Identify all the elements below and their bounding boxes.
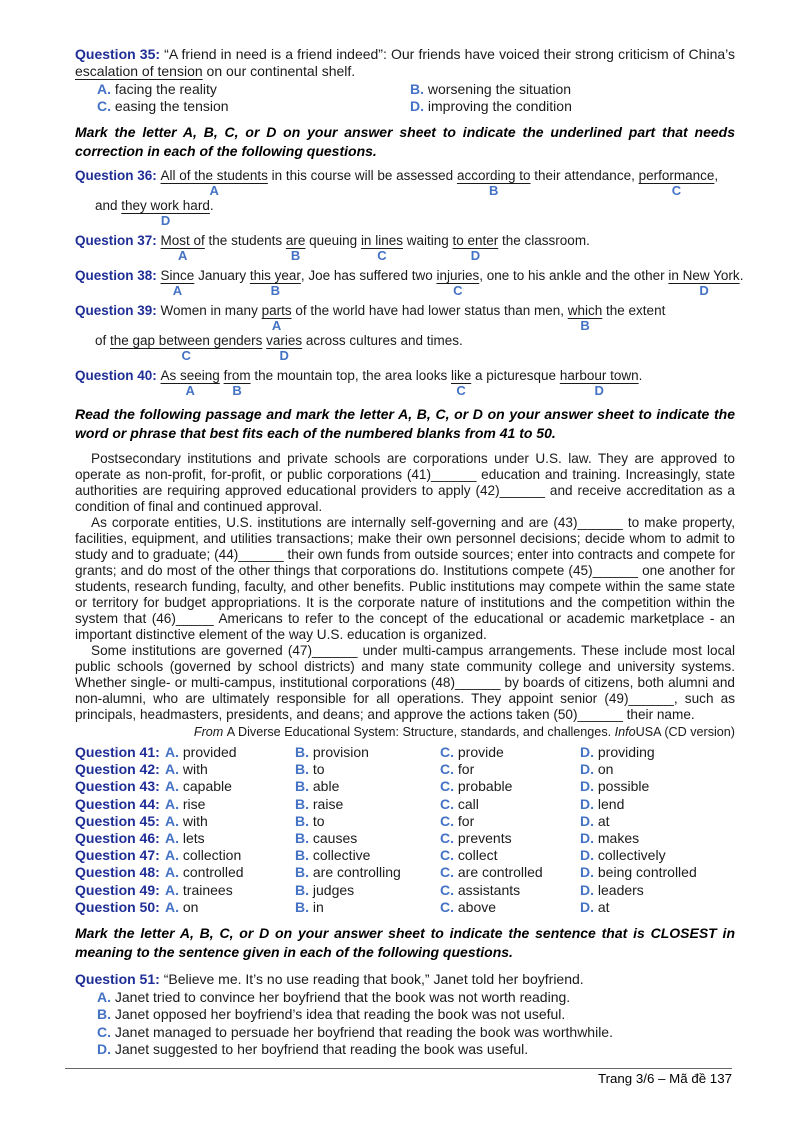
option-letter: C. bbox=[440, 847, 454, 864]
option bbox=[580, 813, 735, 830]
option bbox=[295, 882, 440, 899]
option-text: call bbox=[457, 795, 479, 812]
question-text: , Joe has suffered two bbox=[300, 268, 437, 283]
question-text: . bbox=[739, 268, 744, 283]
question-label: Question 51: bbox=[75, 971, 160, 988]
question-text: . bbox=[209, 198, 214, 213]
underlined-part bbox=[224, 367, 251, 397]
underlined-part bbox=[161, 367, 220, 397]
option bbox=[97, 1006, 565, 1022]
marker-letter: D bbox=[699, 283, 709, 298]
option-letter: B. bbox=[295, 761, 309, 778]
option-text: collect bbox=[457, 847, 498, 864]
marker-letter: B bbox=[290, 248, 301, 263]
option-letter: B. bbox=[295, 881, 309, 898]
underlined-phrase: performance bbox=[638, 168, 715, 183]
question-text: “Believe me. It’s no use reading that book,” Janet told her boyfriend. bbox=[163, 971, 584, 988]
option-letter: B. bbox=[295, 744, 309, 760]
marker-letter: A bbox=[209, 183, 219, 198]
option-letter: C. bbox=[440, 830, 454, 847]
option-row bbox=[97, 1041, 735, 1059]
question-35 bbox=[75, 46, 735, 80]
option bbox=[97, 1024, 613, 1040]
question-label: Question 50: bbox=[75, 898, 160, 915]
option-letter: D. bbox=[580, 864, 594, 881]
option-text: providing bbox=[597, 744, 655, 760]
option-text: collection bbox=[182, 847, 242, 864]
passage-paragraph: Some institutions are governed (47)______ under multi-campus arrangements. These include most local public schools (governed by school districts) and many state community college and university systems. Whether single- or multi-campus, institutional corporations (48)______ by boards of citizens, both alumni and non-alumni, who are ultimately responsible for all operations. They appoint senior (49)______, such as principals, headmasters, presidents, and deans; and approve the actions taken (50)______ their name. bbox=[75, 643, 735, 722]
question-35-options bbox=[75, 81, 735, 115]
question-35-block bbox=[75, 46, 735, 115]
option-text: trainees bbox=[182, 881, 233, 898]
option-text: to bbox=[312, 761, 325, 778]
option-letter: D. bbox=[580, 881, 594, 898]
option bbox=[97, 98, 410, 115]
marker-letter: A bbox=[172, 283, 183, 298]
option-letter: A. bbox=[97, 81, 111, 97]
underlined-part bbox=[457, 167, 531, 197]
option bbox=[165, 796, 295, 813]
option bbox=[580, 882, 735, 899]
option-letter: B. bbox=[295, 847, 309, 864]
question-35-sentence bbox=[75, 46, 735, 80]
underlined-part bbox=[361, 232, 403, 262]
option bbox=[97, 989, 570, 1005]
option-text: controlled bbox=[182, 864, 244, 881]
question-text: across cultures and times. bbox=[302, 333, 463, 348]
question-text: Women in many bbox=[160, 303, 262, 318]
option-text: facing the reality bbox=[114, 81, 217, 97]
cloze-question-row bbox=[75, 899, 735, 916]
option-letter: D. bbox=[410, 98, 424, 114]
question-label: Question 47: bbox=[75, 847, 160, 864]
option-text: Janet opposed her boyfriend’s idea that reading the book was not useful. bbox=[114, 1006, 566, 1023]
option-letter: A. bbox=[165, 881, 179, 898]
marker-letter: B bbox=[489, 183, 499, 198]
question-text: the students bbox=[204, 233, 286, 248]
option bbox=[580, 830, 735, 847]
option bbox=[580, 761, 735, 778]
option-letter: D. bbox=[97, 1041, 111, 1058]
option bbox=[295, 796, 440, 813]
underlined-phrase: from bbox=[223, 368, 251, 383]
marker-letter: A bbox=[271, 318, 282, 333]
option-text: Janet suggested to her boyfriend that reading the book was useful. bbox=[114, 1041, 529, 1058]
underlined-part bbox=[436, 267, 479, 297]
option-text: with bbox=[182, 761, 208, 778]
option-text: Janet tried to convince her boyfriend that the book was not worth reading. bbox=[114, 988, 571, 1005]
underlined-part bbox=[668, 267, 739, 297]
question-text: and bbox=[95, 198, 122, 213]
source-text: From bbox=[193, 725, 227, 739]
option bbox=[165, 864, 295, 881]
question-text: of the world have had lower status than men, bbox=[291, 303, 568, 318]
cloze-question-row bbox=[75, 864, 735, 881]
option-text: probable bbox=[457, 778, 513, 795]
question-label: Question 39: bbox=[75, 303, 157, 318]
question-text: “A friend in need is a friend indeed”: Our friends have voiced their strong criticism of China’s bbox=[164, 46, 735, 62]
marker-letter: B bbox=[270, 283, 281, 298]
option-text: at bbox=[597, 898, 610, 915]
cloze-question-row bbox=[75, 813, 735, 830]
underlined-phrase: parts bbox=[261, 303, 292, 318]
option bbox=[440, 813, 580, 830]
marker-letter: A bbox=[185, 383, 195, 398]
marker-letter: A bbox=[177, 248, 188, 263]
question-label: Question 38: bbox=[75, 268, 157, 283]
marker-letter: D bbox=[279, 348, 289, 363]
option bbox=[440, 830, 580, 847]
option-letter: B. bbox=[295, 795, 309, 812]
option-text: above bbox=[457, 898, 497, 915]
option-text: provision bbox=[312, 744, 369, 760]
cloze-question-row bbox=[75, 882, 735, 899]
underlined-part bbox=[161, 167, 268, 197]
option bbox=[165, 830, 295, 847]
question-36 bbox=[75, 167, 735, 227]
marker-letter: C bbox=[456, 383, 466, 398]
option-text: on bbox=[182, 898, 199, 915]
option bbox=[580, 899, 735, 916]
underlined-part bbox=[110, 332, 262, 362]
underlined-phrase: in New York bbox=[668, 268, 740, 283]
option-letter: D. bbox=[580, 847, 594, 864]
option-text: capable bbox=[182, 778, 232, 795]
option-text: collectively bbox=[597, 847, 666, 864]
option-letter: C. bbox=[440, 744, 454, 760]
source-text: A Diverse Educational System: Structure, standards, and challenges. bbox=[226, 725, 615, 739]
option bbox=[97, 1041, 528, 1057]
question-51-block bbox=[75, 971, 735, 1059]
option-letter: B. bbox=[295, 864, 309, 881]
option bbox=[440, 778, 580, 795]
cloze-options-grid bbox=[75, 744, 735, 916]
option-text: judges bbox=[312, 881, 355, 898]
question-label: Question 48: bbox=[75, 864, 160, 881]
underlined-phrase: to enter bbox=[452, 233, 499, 248]
option-letter: C. bbox=[440, 898, 454, 915]
question-51-options bbox=[75, 989, 735, 1059]
option-letter: C. bbox=[440, 881, 454, 898]
option bbox=[295, 744, 440, 761]
passage-source bbox=[75, 725, 735, 740]
source-text: Info bbox=[614, 725, 636, 739]
option bbox=[295, 830, 440, 847]
option bbox=[165, 899, 295, 916]
option-text: prevents bbox=[457, 830, 512, 847]
option-text: lets bbox=[182, 830, 205, 847]
question-text: on our continental shelf. bbox=[202, 63, 356, 79]
option bbox=[440, 882, 580, 899]
underlined-phrase: All of the students bbox=[160, 168, 268, 183]
option bbox=[295, 899, 440, 916]
option-text: leaders bbox=[597, 881, 644, 898]
underlined-part bbox=[121, 197, 210, 227]
marker-letter: C bbox=[181, 348, 191, 363]
question-label: Question 35: bbox=[75, 46, 161, 62]
cloze-passage bbox=[75, 451, 735, 723]
option bbox=[295, 761, 440, 778]
question-text: the mountain top, the area looks bbox=[250, 368, 451, 383]
option bbox=[295, 864, 440, 881]
option bbox=[580, 864, 735, 881]
option-letter: B. bbox=[295, 778, 309, 795]
underlined-phrase: the gap between genders bbox=[110, 333, 263, 348]
question-text: , one to his ankle and the other bbox=[479, 268, 669, 283]
option-row bbox=[97, 989, 735, 1007]
underlined-part bbox=[286, 232, 306, 262]
option bbox=[410, 98, 735, 115]
question-label: Question 41: bbox=[75, 744, 160, 760]
question-label: Question 43: bbox=[75, 778, 160, 795]
option bbox=[165, 882, 295, 899]
option bbox=[580, 778, 735, 795]
option-text: for bbox=[457, 812, 475, 829]
option-text: possible bbox=[597, 778, 650, 795]
marker-letter: C bbox=[377, 248, 387, 263]
underlined-phrase: Since bbox=[160, 268, 195, 283]
question-label: Question 44: bbox=[75, 795, 160, 812]
footer-text: Trang 3/6 – Mã đề 137 bbox=[597, 1071, 732, 1086]
option-letter: B. bbox=[295, 830, 309, 847]
question-label: Question 40: bbox=[75, 368, 157, 383]
underlined-part bbox=[639, 167, 715, 197]
option-letter: D. bbox=[580, 761, 594, 778]
question-label: Question 36: bbox=[75, 168, 157, 183]
question-label: Question 37: bbox=[75, 233, 157, 248]
option-letter: A. bbox=[165, 847, 179, 864]
underlined-phrase: like bbox=[450, 368, 472, 383]
cloze-question-row bbox=[75, 796, 735, 813]
option-letter: C. bbox=[440, 864, 454, 881]
marker-letter: D bbox=[160, 213, 171, 228]
question-text: a picturesque bbox=[471, 368, 560, 383]
marker-letter: C bbox=[453, 283, 463, 298]
option-text: easing the tension bbox=[114, 98, 229, 114]
option-letter: A. bbox=[165, 864, 179, 881]
option-text: raise bbox=[312, 795, 344, 812]
option bbox=[295, 847, 440, 864]
cloze-question-row bbox=[75, 830, 735, 847]
underlined-phrase: escalation of tension bbox=[75, 63, 203, 79]
underlined-phrase: varies bbox=[266, 333, 303, 348]
option-text: are controlled bbox=[457, 864, 543, 881]
underlined-phrase: harbour town bbox=[559, 368, 639, 383]
option-text: causes bbox=[312, 830, 358, 847]
question-51-sentence bbox=[75, 971, 735, 989]
option bbox=[440, 761, 580, 778]
option bbox=[295, 813, 440, 830]
option-text: are controlling bbox=[312, 864, 401, 881]
question-text: the classroom. bbox=[498, 233, 590, 248]
option-text: being controlled bbox=[597, 864, 697, 881]
option bbox=[440, 796, 580, 813]
marker-letter: D bbox=[594, 383, 604, 398]
option bbox=[580, 847, 735, 864]
question-38 bbox=[75, 267, 744, 298]
option-letter: C. bbox=[440, 812, 454, 829]
option-letter: A. bbox=[165, 744, 179, 760]
option-letter: B. bbox=[295, 898, 309, 915]
option bbox=[165, 847, 295, 864]
option-letter: D. bbox=[580, 830, 594, 847]
underlined-phrase: according to bbox=[456, 168, 531, 183]
underlined-phrase: As seeing bbox=[160, 368, 220, 383]
underlined-phrase: are bbox=[285, 233, 306, 248]
question-text: , bbox=[714, 168, 719, 183]
page-footer bbox=[65, 1068, 732, 1086]
option-row bbox=[97, 1006, 735, 1024]
underlined-part bbox=[250, 267, 301, 297]
option bbox=[440, 744, 580, 761]
option-letter: D. bbox=[580, 812, 594, 829]
option bbox=[410, 81, 735, 98]
option-text: Janet managed to persuade her boyfriend that reading the book was worthwhile. bbox=[114, 1023, 613, 1040]
question-text: . bbox=[638, 368, 643, 383]
option-text: provide bbox=[457, 744, 504, 760]
cloze-question-row bbox=[75, 744, 735, 761]
underlined-part bbox=[266, 332, 302, 362]
question-text: their attendance, bbox=[530, 168, 639, 183]
question-label: Question 49: bbox=[75, 881, 160, 898]
question-text: in this course will be assessed bbox=[267, 168, 457, 183]
question-text: waiting bbox=[402, 233, 453, 248]
option-text: assistants bbox=[457, 881, 521, 898]
underlined-phrase: they work hard bbox=[121, 198, 210, 213]
option-text: collective bbox=[312, 847, 371, 864]
option-text: makes bbox=[597, 830, 640, 847]
option-text: lend bbox=[597, 795, 625, 812]
marker-letter: C bbox=[671, 183, 682, 198]
option-text: on bbox=[597, 761, 614, 778]
option-letter: D. bbox=[580, 898, 594, 915]
underlined-part bbox=[560, 367, 639, 397]
option-letter: A. bbox=[165, 778, 179, 795]
question-text: of bbox=[95, 333, 111, 348]
option-letter: A. bbox=[165, 761, 179, 778]
question-39 bbox=[75, 302, 735, 362]
underline-questions bbox=[75, 167, 744, 398]
cloze-question-row bbox=[75, 778, 735, 795]
underlined-phrase: Most of bbox=[160, 233, 205, 248]
option-text: improving the condition bbox=[427, 98, 572, 114]
option-letter: C. bbox=[97, 1023, 111, 1040]
underlined-part bbox=[161, 232, 205, 262]
question-37 bbox=[75, 232, 735, 262]
underlined-part bbox=[161, 267, 195, 297]
option-text: rise bbox=[182, 795, 206, 812]
option bbox=[165, 744, 295, 761]
question-text: queuing bbox=[305, 233, 361, 248]
option bbox=[165, 778, 295, 795]
passage-paragraph: Postsecondary institutions and private schools are corporations under U.S. law. They are approved to operate as non-profit, for-profit, or public corporations (41)______ education and training. Increasingly, state authorities are requiring approved educational providers to apply (42)______ and receive accreditation as a condition of final and continued approval. bbox=[75, 451, 735, 514]
option bbox=[580, 796, 735, 813]
question-label: Question 45: bbox=[75, 812, 160, 829]
option bbox=[97, 81, 410, 98]
option-text: provided bbox=[182, 744, 237, 760]
option-text: with bbox=[182, 812, 208, 829]
option-letter: B. bbox=[410, 81, 424, 97]
option-letter: D. bbox=[580, 778, 594, 795]
question-40 bbox=[75, 367, 735, 397]
option-letter: A. bbox=[97, 988, 111, 1005]
option-letter: C. bbox=[440, 761, 454, 778]
marker-letter: B bbox=[580, 318, 590, 333]
passage-paragraph: As corporate entities, U.S. institutions are internally self-governing and are (43)______ to make property, facilities, equipment, and utilities transactions; make their own personnel decisions; decide whom to admit to study and to graduate; (44)______ their own funds from outside sources; enter into contracts and compete for grants; and do most of the other things that corporations do. Institutions compete (45)______ one another for students, research funding, faculty, and other benefits. Public institutions may compete within the same state or territory for budget appropriations. It is the corporate nature of institutions and the competition within the system that (46)_____ Americans to refer to the concept of the educational or academic marketplace - an important distinctive element of the way U.S. education is organized. bbox=[75, 515, 735, 642]
instruction-closest-meaning: Mark the letter A, B, C, or D on your answer sheet to indicate the sentence that is CLOSEST in meaning to the sentence given in each of the following questions. bbox=[75, 925, 735, 961]
underlined-phrase: in lines bbox=[360, 233, 403, 248]
option-letter: A. bbox=[165, 898, 179, 915]
option bbox=[440, 899, 580, 916]
option-row bbox=[97, 1024, 735, 1042]
option-text: able bbox=[312, 778, 340, 795]
underlined-part bbox=[262, 302, 292, 332]
option bbox=[440, 864, 580, 881]
question-text: the extent bbox=[602, 303, 666, 318]
option bbox=[295, 778, 440, 795]
underlined-phrase: which bbox=[567, 303, 603, 318]
option-letter: A. bbox=[165, 812, 179, 829]
option-text: to bbox=[312, 812, 325, 829]
option-text: at bbox=[597, 812, 610, 829]
option-letter: D. bbox=[580, 744, 594, 760]
cloze-question-row bbox=[75, 761, 735, 778]
option bbox=[440, 847, 580, 864]
underlined-part bbox=[453, 232, 499, 262]
marker-letter: B bbox=[232, 383, 242, 398]
underlined-part bbox=[451, 367, 471, 397]
source-text: USA (CD version) bbox=[635, 725, 735, 739]
option bbox=[165, 813, 295, 830]
instruction-cloze: Read the following passage and mark the letter A, B, C, or D on your answer sheet to indicate the word or phrase that best fits each of the numbered blanks from 41 to 50. bbox=[75, 406, 735, 441]
question-label: Question 46: bbox=[75, 830, 160, 847]
option-text: for bbox=[457, 761, 475, 778]
option-letter: B. bbox=[295, 812, 309, 829]
option-text: in bbox=[312, 898, 324, 915]
cloze-question-row bbox=[75, 847, 735, 864]
option-text: worsening the situation bbox=[427, 81, 572, 97]
option-letter: A. bbox=[165, 830, 179, 847]
option-letter: B. bbox=[97, 1006, 111, 1023]
option-letter: C. bbox=[440, 795, 454, 812]
underlined-part bbox=[568, 302, 603, 332]
question-text: January bbox=[194, 268, 250, 283]
underlined-phrase: injuries bbox=[436, 268, 480, 283]
marker-letter: D bbox=[470, 248, 481, 263]
question-label: Question 42: bbox=[75, 761, 160, 778]
option bbox=[580, 744, 735, 761]
instruction-error-correction: Mark the letter A, B, C, or D on your answer sheet to indicate the underlined part that needs correction in each of the following questions. bbox=[75, 124, 735, 159]
underlined-phrase: this year bbox=[249, 268, 301, 283]
option-letter: C. bbox=[97, 98, 111, 114]
option-letter: D. bbox=[580, 795, 594, 812]
option-letter: A. bbox=[165, 795, 179, 812]
option-letter: C. bbox=[440, 778, 454, 795]
option bbox=[165, 761, 295, 778]
